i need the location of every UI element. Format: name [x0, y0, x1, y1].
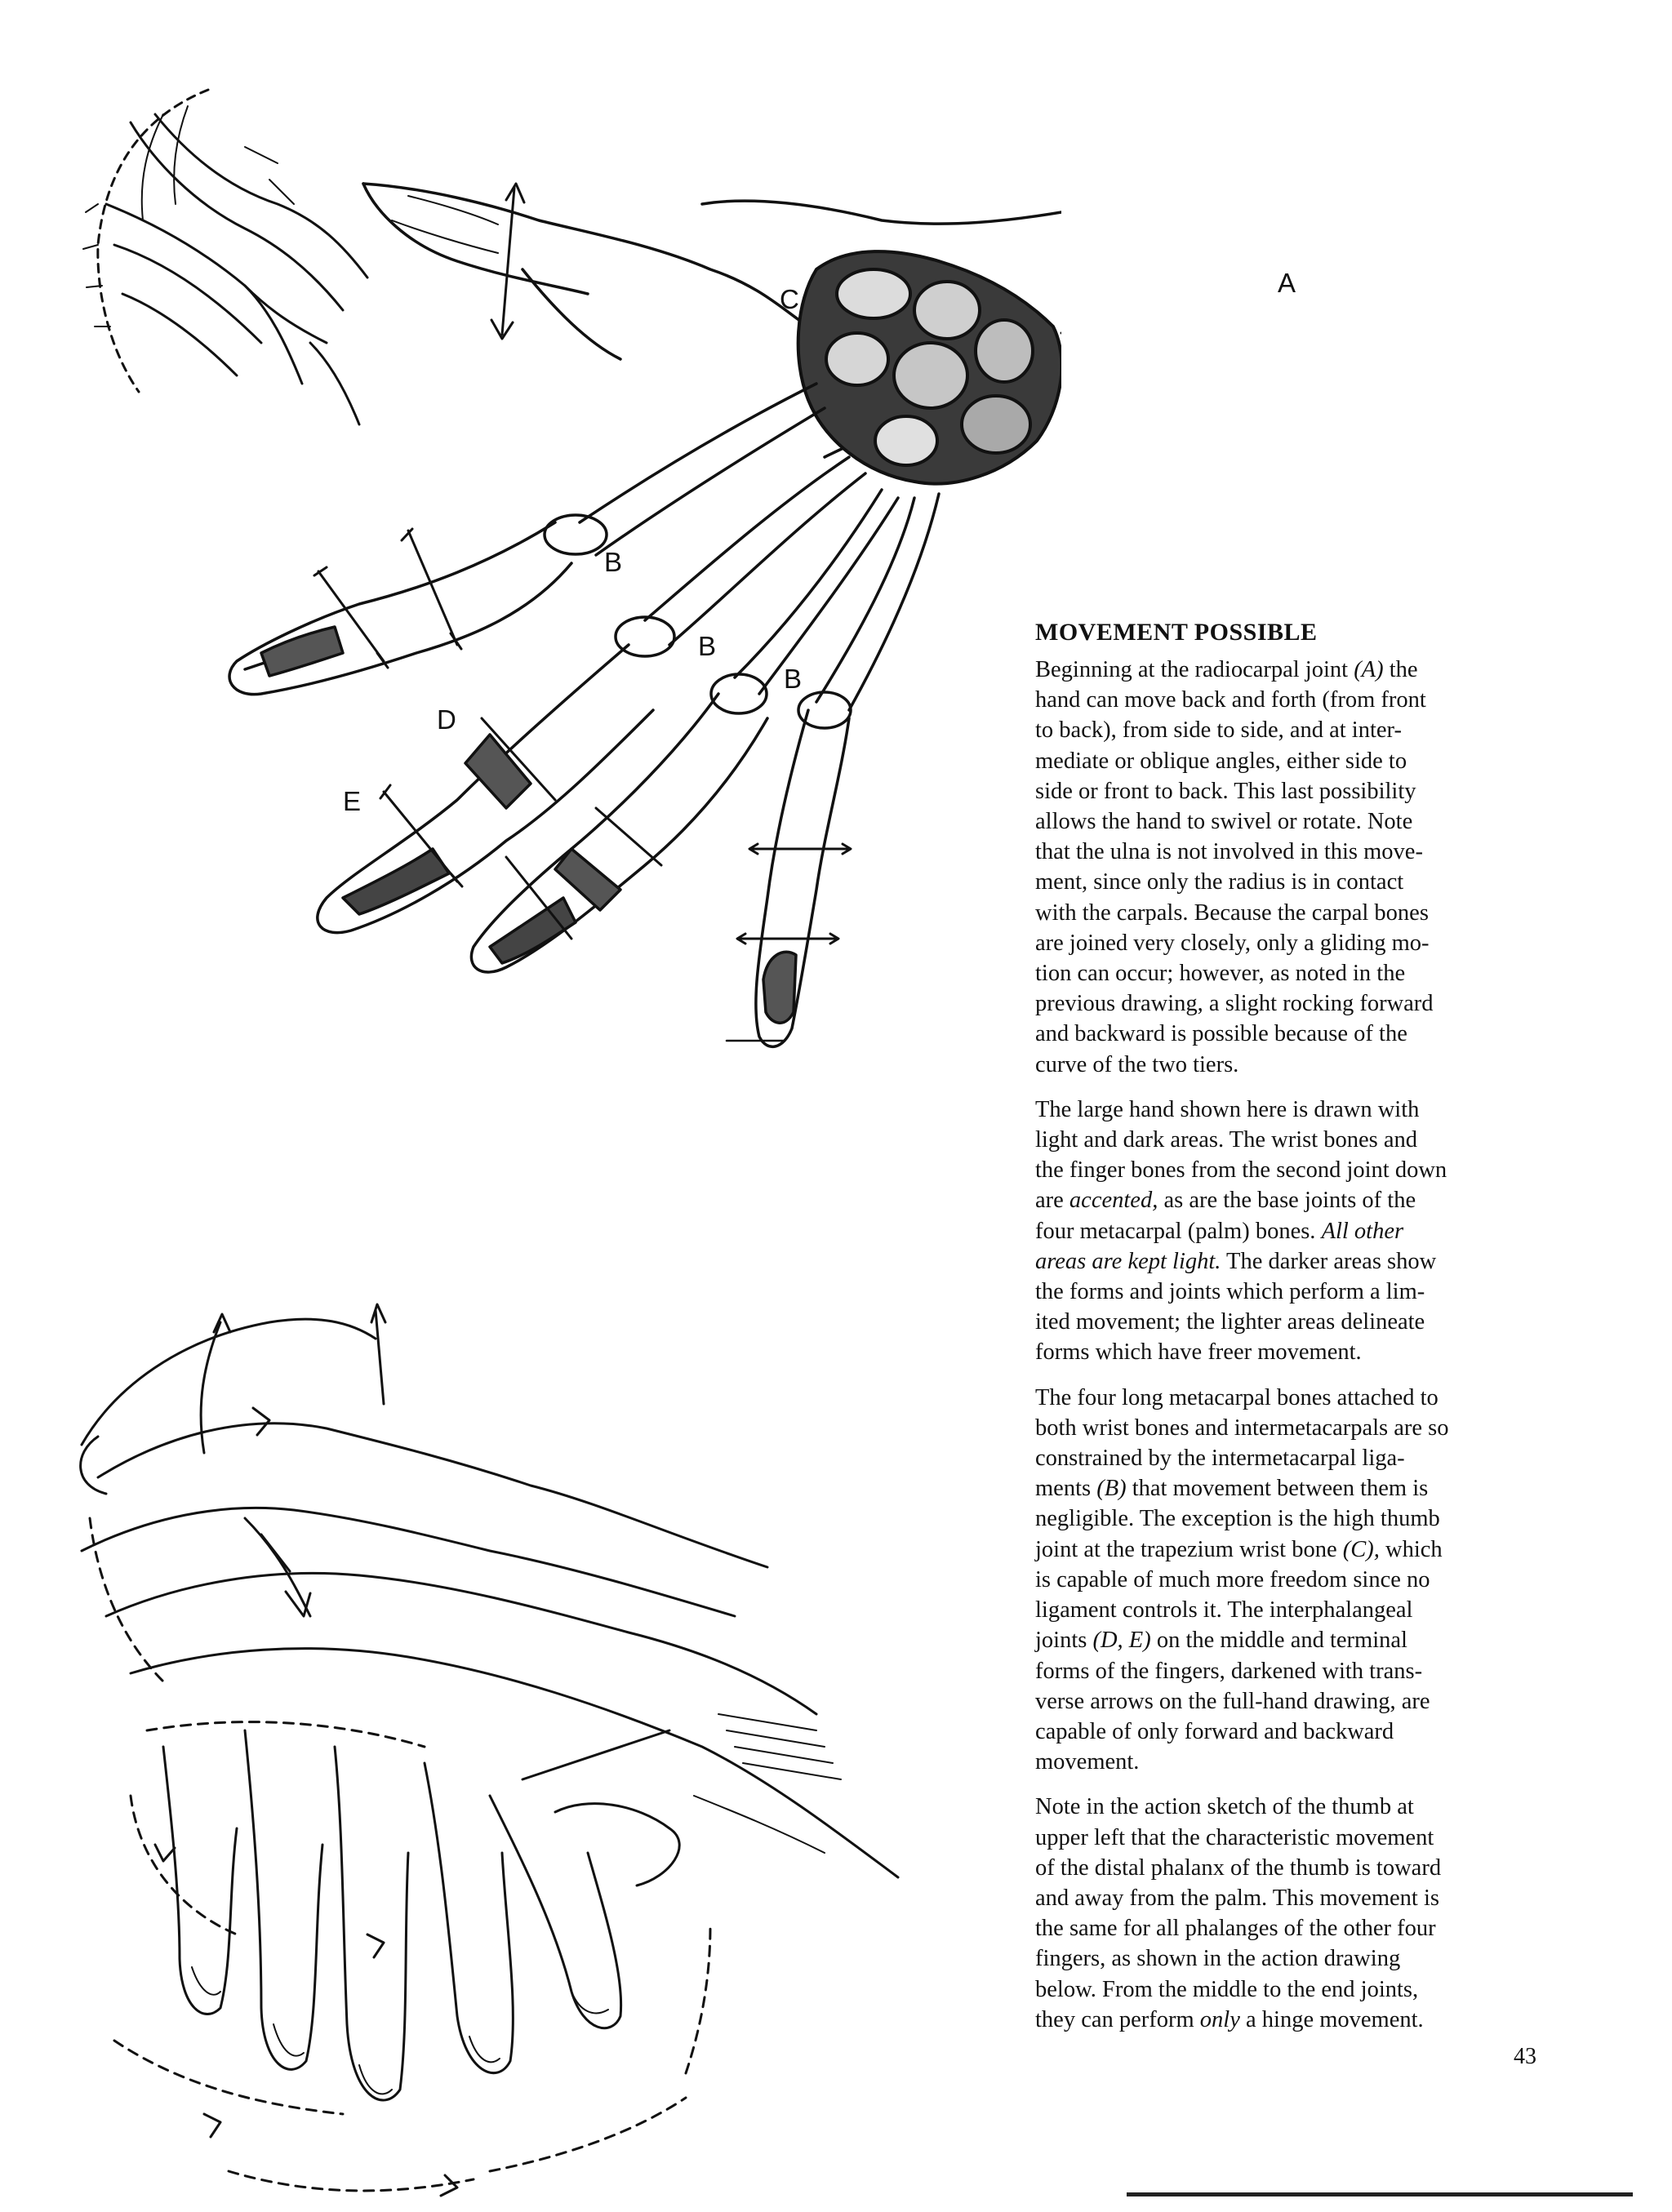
italic-run: (C), [1342, 1536, 1380, 1562]
text-run: on the middle and terminal forms of the fingers, darkened with trans- verse arrows on the full-hand drawing, are capable of only forward and backward movement. [1035, 1628, 1430, 1775]
label-b-1: B [604, 547, 623, 577]
carpal-bones [798, 251, 1061, 483]
text-run: Beginning at the radiocarpal joint [1035, 657, 1354, 682]
italic-run: (D, E) [1092, 1628, 1151, 1654]
index-finger [229, 522, 571, 695]
section-heading: MOVEMENT POSSIBLE [1035, 619, 1318, 646]
bottom-rule [1127, 2192, 1633, 2196]
label-a: A [1278, 268, 1296, 298]
text-run: The darker areas show the forms and joints which perform a lim- ited movement; the lighter areas delineate forms which have freer movement. [1035, 1248, 1437, 1366]
paragraph-4 [1035, 1792, 1541, 2035]
italic-run: accented, [1069, 1188, 1158, 1214]
text-run: Note in the action sketch of the thumb at upper left that the characteristic movement of the distal phalanx of the thumb is toward and away from the palm. This movement is the same for all phalanges of the other four fingers, as shown in the action drawing below. From the middle to the end joints, they can perform [1035, 1794, 1442, 2032]
thumb-action-sketch [83, 90, 367, 424]
text-run: The large hand shown here is drawn with light and dark areas. The wrist bones and the finger bones from the second joint down are [1035, 1096, 1447, 1214]
skeletal-hand-illustration [0, 0, 1061, 1077]
paragraph-1 [1035, 655, 1541, 1080]
text-run: which is capable of much more freedom since no ligament controls it. The interphalangeal joints [1035, 1536, 1443, 1654]
label-b-3: B [784, 664, 803, 694]
dangling-fingers [163, 1730, 679, 2100]
paragraph-2 [1035, 1095, 1541, 1368]
text-column [1035, 619, 1541, 2050]
paragraph-3 [1035, 1383, 1541, 1778]
label-d: D [437, 704, 456, 735]
italic-run: (A) [1354, 657, 1384, 682]
finger-action-drawing [0, 1290, 939, 2212]
little-finger [727, 710, 851, 1046]
text-run: that movement between them is negligible. The exception is the high thumb joint at the trapezium wrist bone [1035, 1476, 1440, 1562]
text-run: The four long metacarpal bones attached to both wrist bones and intermetacarpals are so constrained by the intermetacarpal liga- ments [1035, 1384, 1449, 1502]
text-run: a hinge movement. [1239, 2006, 1424, 2032]
label-b-2: B [698, 631, 717, 661]
italic-run: All other areas are kept light. [1035, 1218, 1404, 1274]
italic-run: (B) [1096, 1476, 1127, 1502]
italic-run: only [1199, 2006, 1240, 2032]
text-run: as are the base joints of the four metacarpal (palm) bones. [1035, 1188, 1416, 1244]
text-run: the hand can move back and forth (from front to back), from side to side, and at inter- mediate or oblique angles, either side to side or front to back. This last possibility allows the hand to swivel or rotate. Note that the ulna is not involved in this move- ment, since only the radius is in contact with the carpals. Because the carpal bones are joined very closely, only a gliding mo- tion can occur; however, as noted in the previous drawing, a slight rocking forward and backward is possible because of the curve of the two tiers. [1035, 657, 1434, 1077]
label-c: C [780, 284, 799, 314]
page-number: 43 [1514, 2044, 1536, 2069]
label-e: E [343, 786, 362, 816]
